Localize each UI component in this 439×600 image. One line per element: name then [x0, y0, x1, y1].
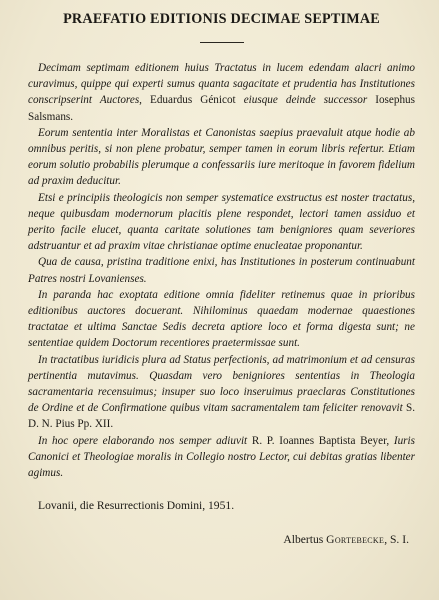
paragraph-6	[28, 352, 415, 433]
paragraph-6-run-1: In tractatibus iuridicis plura ad Status perfectionis, ad matrimonium et ad censuras pertinentia mutavimus. Quasdam vero benigniores sententias in Theologia sacramentaria recensuimus; insuper suo loco inseruimus praeclaras Constitutiones de Ordine et de Confirmatione quibus vitam sacramentalem tam feliciter renovavit	[28, 353, 415, 415]
paragraph-7	[28, 433, 415, 482]
paragraph-1-run-1: Decimam septimam editionem huius Tractatus in lucem edendam alacri animo curavimus, quippe qui experti sumus quanta sagacitate et prudentia has Institutiones conscripserint Auctores,	[28, 62, 415, 107]
collaborator-name: R. P. Ioannes Baptista Beyer,	[251, 434, 394, 447]
preface-body	[28, 60, 415, 481]
author-name-genicot: Eduardus Génicot	[149, 94, 244, 107]
paragraph-7-run-3: Iuris Canonici et Theologiae moralis in Collegio nostro Lector, cui debitas gratias libenter agimus.	[28, 434, 415, 480]
pope-name: S. D. N. Pius Pp. XII.	[28, 402, 415, 431]
signature-surname: Gortebecke	[326, 533, 385, 547]
paragraph-3: Etsi e principiis theologicis non semper systematice exstructus est noster tractatus, neque quibusdam modernorum placitis plene respondet, lectori tamen assiduo et perito facile elucet, quanta caritate solutiones tam benigniores quam severiores adstruantur et ad praxim vitae christianae optime enucleatae proponantur.	[28, 191, 415, 253]
paragraph-5: In paranda hac exoptata editione omnia fideliter retinemus quae in prioribus editionibus auctores docuerant. Nihilominus quaedam modernae quaestiones tractatae et ultima Sanctae Sedis decreta aptiore loco et forma digesta sunt; ne sententiae quidem Doctorum recentiores praetermissae sunt.	[28, 288, 415, 350]
page-title: PRAEFATIO EDITIONIS DECIMAE SEPTIMAE	[63, 11, 380, 27]
paragraph-7-run-1: In hoc opere elaborando nos semper adiuvit	[38, 434, 252, 447]
paragraph-1-run-3: eiusque deinde successor	[243, 94, 376, 107]
author-name-salsmans: Iosephus Salsmans.	[28, 94, 415, 123]
paragraph-1	[28, 60, 415, 125]
paragraph-2: Eorum sententia inter Moralistas et Canonistas saepius praevaluit atque hodie ab omnibus peritis, si non plene probatur, semper tamen in eorum libris refertur. Etiam eorum solutio probabilis plerumque a confessariis iure meritoque in favorem fidelium ad praxim deducitur.	[28, 126, 415, 188]
title-divider	[200, 42, 244, 43]
signature-first-name: Albertus	[283, 533, 327, 547]
dateline: Lovanii, die Resurrectionis Domini, 1951.	[38, 499, 235, 513]
signature	[28, 532, 409, 548]
paragraph-4: Qua de causa, pristina traditione enixi, has Institutiones in posterum continuabunt Patres nostri Lovanienses.	[28, 256, 415, 285]
signature-suffix: , S. I.	[384, 533, 409, 547]
